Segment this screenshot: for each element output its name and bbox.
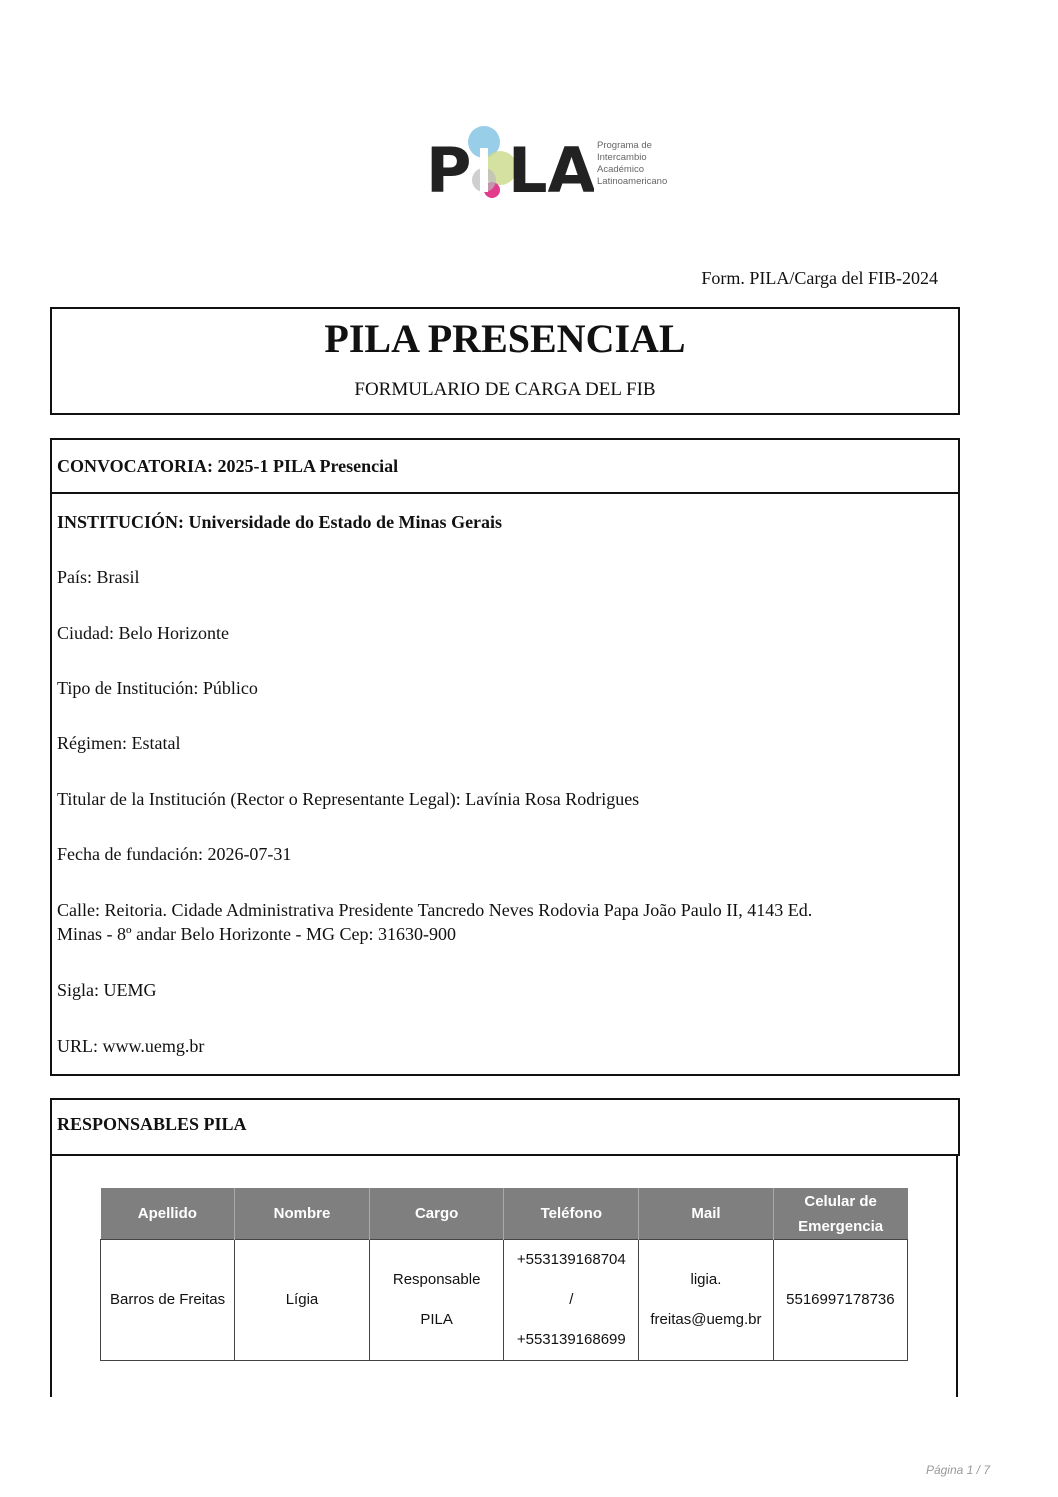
col-header-telefono: Teléfono <box>504 1188 639 1240</box>
cell-cargo <box>369 1240 504 1361</box>
responsables-left-border <box>50 1154 52 1397</box>
logo-wordmark: P <box>426 134 472 204</box>
cell-apellido: Barros de Freitas <box>101 1240 235 1361</box>
field-ciudad: Ciudad: Belo Horizonte <box>57 623 229 643</box>
responsables-right-border <box>956 1154 958 1397</box>
responsables-table <box>100 1188 908 1361</box>
cell-telefono-line2: +553139168699 <box>516 1331 626 1348</box>
convocatoria-box <box>50 438 960 494</box>
convocatoria-label: CONVOCATORIA: 2025-1 PILA Presencial <box>57 456 399 476</box>
svg-text:LA: LA <box>508 134 594 204</box>
title-box <box>50 307 960 415</box>
field-calle <box>57 898 812 946</box>
cell-celular: 5516997178736 <box>773 1240 907 1361</box>
field-tipo: Tipo de Institución: Público <box>57 678 258 698</box>
cell-telefono-line1: +553139168704 <box>516 1251 626 1268</box>
field-regimen: Régimen: Estatal <box>57 733 181 753</box>
logo-tagline: Programa de Intercambio Académico Latinoamericano <box>597 140 668 187</box>
responsables-heading: RESPONSABLES PILA <box>57 1114 247 1134</box>
col-header-nombre: Nombre <box>235 1188 370 1240</box>
page-number: Página 1 / 7 <box>925 1463 990 1477</box>
cell-cargo-line1: Responsable <box>392 1271 481 1288</box>
pila-logo-mark <box>424 124 594 204</box>
cell-nombre: Lígia <box>235 1240 370 1361</box>
field-fecha: Fecha de fundación: 2026-07-31 <box>57 844 292 864</box>
institution-box <box>50 492 960 1076</box>
col-header-celular: Celular de Emergencia <box>773 1188 907 1240</box>
cell-mail-line2: freitas@uemg.br <box>650 1311 762 1328</box>
pila-logo <box>424 124 684 204</box>
field-calle-line1: Calle: Reitoria. Cidade Administrativa Presidente Tancredo Neves Rodovia Papa João Paulo II, 4143 Ed. <box>57 900 813 920</box>
cell-mail <box>639 1240 774 1361</box>
field-url: URL: www.uemg.br <box>57 1036 205 1056</box>
table-row <box>101 1240 908 1361</box>
col-header-apellido: Apellido <box>101 1188 235 1240</box>
form-reference: Form. PILA/Carga del FIB-2024 <box>701 268 938 288</box>
cell-cargo-line2: PILA <box>420 1311 453 1328</box>
field-titular: Titular de la Institución (Rector o Representante Legal): Lavínia Rosa Rodrigues <box>57 789 640 809</box>
page-title: PILA PRESENCIAL <box>324 316 686 361</box>
field-pais: País: Brasil <box>57 567 140 587</box>
institution-name: INSTITUCIÓN: Universidade do Estado de Minas Gerais <box>57 512 503 532</box>
col-header-cargo: Cargo <box>369 1188 504 1240</box>
cell-mail-line1: ligia. <box>690 1271 722 1288</box>
col-header-mail: Mail <box>639 1188 774 1240</box>
cell-telefono-sep: / <box>569 1291 574 1308</box>
page-subtitle: FORMULARIO DE CARGA DEL FIB <box>354 379 656 400</box>
cell-telefono <box>504 1240 639 1361</box>
table-header-row <box>101 1188 908 1240</box>
field-calle-line2: Minas - 8º andar Belo Horizonte - MG Cep: 31630-900 <box>57 924 457 944</box>
field-sigla: Sigla: UEMG <box>57 980 157 1000</box>
responsables-header-box <box>50 1098 960 1156</box>
